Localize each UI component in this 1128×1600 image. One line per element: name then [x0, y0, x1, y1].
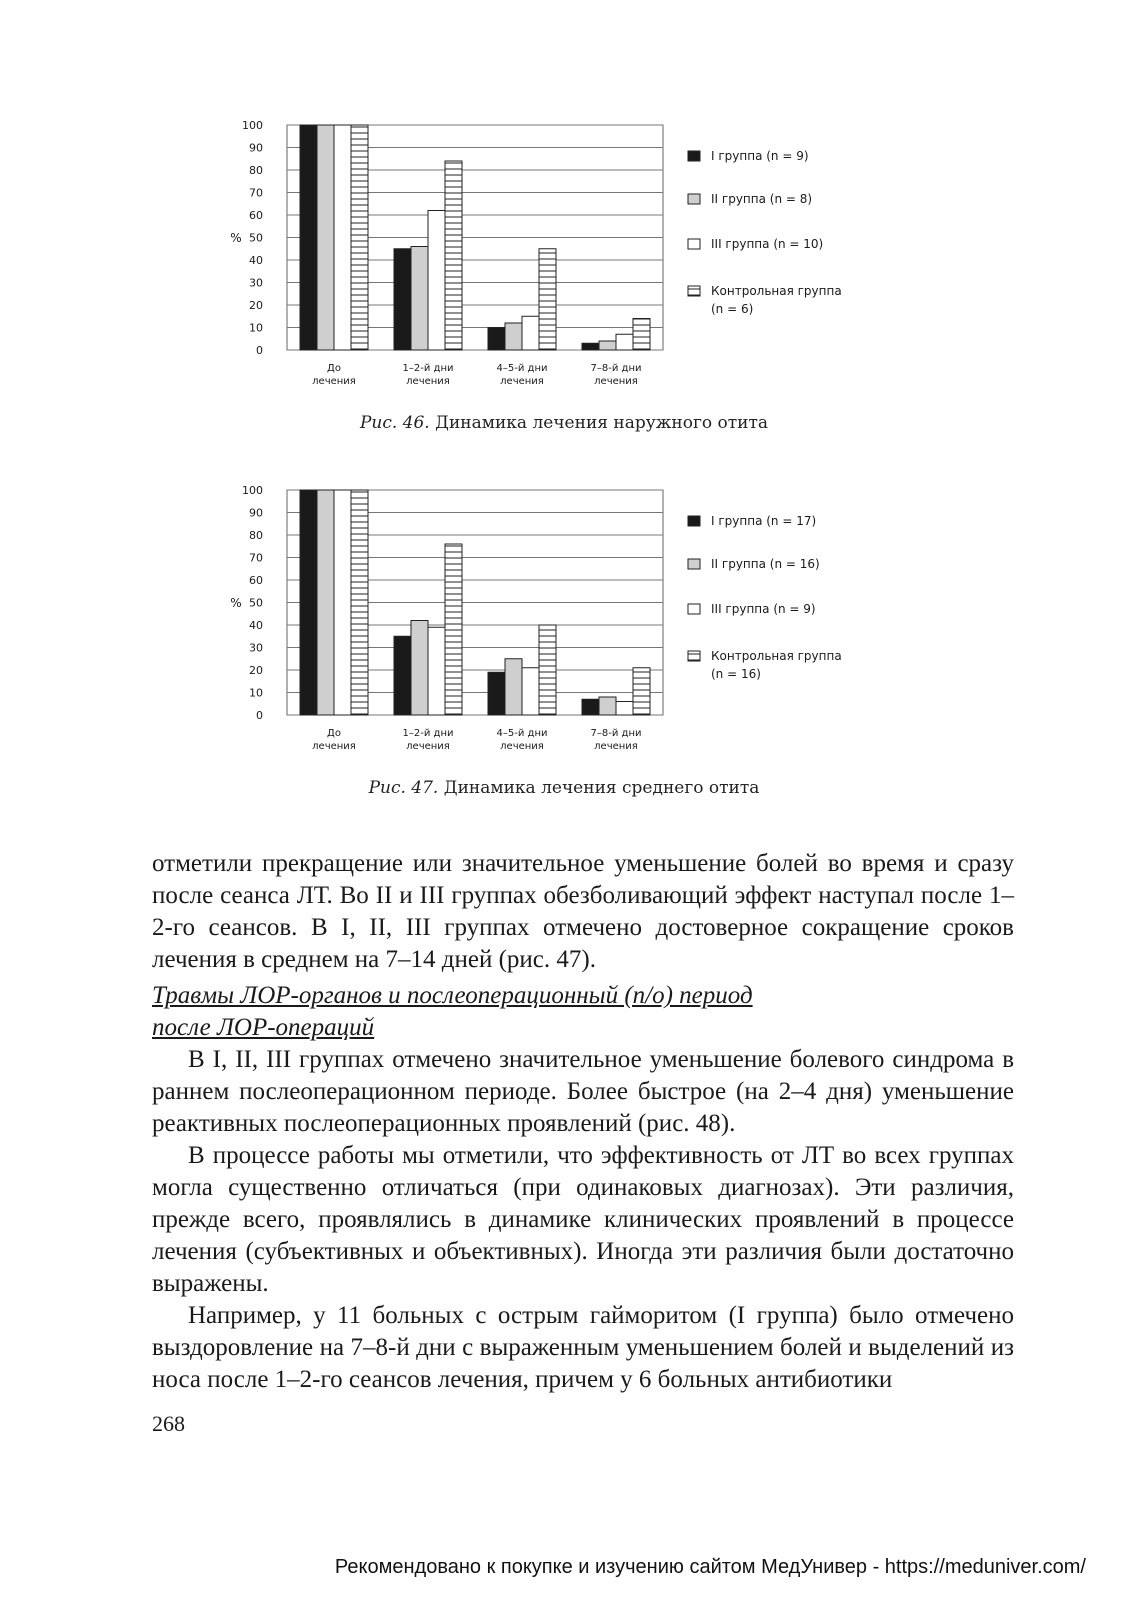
x-tick-label: 7–8-й дни [590, 363, 642, 374]
x-tick-label: 4–5-й дни [496, 363, 548, 374]
x-tick-label: лечения [312, 741, 356, 752]
y-tick-label: 80 [249, 529, 263, 542]
figure-title: Динамика лечения наружного отита [429, 413, 769, 433]
y-tick-label: 20 [249, 664, 263, 677]
y-tick-label: 30 [249, 641, 263, 655]
subheading-line-1: Травмы ЛОР-органов и послеоперационный (п/о) период [152, 982, 753, 1009]
y-tick-label: 70 [249, 186, 263, 200]
y-tick-label: 100 [242, 484, 263, 497]
bar [445, 544, 462, 715]
bar [317, 490, 334, 715]
legend-label: Контрольная группа [711, 284, 842, 298]
legend-label: II группа (n = 16) [711, 557, 820, 571]
x-tick-label: лечения [312, 376, 356, 387]
figure-number: Рис. 46. [359, 413, 430, 433]
legend-swatch [688, 194, 700, 204]
legend-label: (n = 16) [711, 667, 761, 681]
bar [300, 490, 317, 715]
chart-otitis-media [0, 465, 1128, 785]
legend-swatch [688, 286, 700, 296]
bar [334, 125, 351, 350]
bar [411, 621, 428, 716]
bar [522, 668, 539, 715]
paragraph-continued [152, 848, 1014, 976]
x-tick-label: лечения [594, 376, 638, 387]
figure-caption-46 [0, 413, 1128, 433]
bar [633, 668, 650, 715]
y-tick-label: 60 [249, 209, 263, 222]
bar [582, 343, 599, 350]
x-tick-label: 4–5-й дни [496, 728, 548, 739]
page-number: 268 [152, 1411, 185, 1436]
bar [411, 247, 428, 351]
bar [300, 125, 317, 350]
section-heading [152, 980, 1014, 1044]
legend-swatch [688, 516, 700, 526]
x-tick-label: лечения [500, 741, 544, 752]
y-tick-label: 50 [249, 231, 263, 245]
bar [351, 125, 368, 350]
bar [633, 319, 650, 351]
y-tick-label: 10 [249, 321, 263, 335]
bar [505, 659, 522, 715]
legend-label: III группа (n = 9) [711, 602, 816, 616]
bar [394, 636, 411, 715]
paragraph-2: В I, II, III группах отмечено значительное уменьшение болевого синдрома в раннем послеоперационном периоде. Более быстрое (на 2–4 дня) уменьшение реактивных послеоперационных проявлений (рис. 48). [152, 1046, 1014, 1137]
bar [616, 334, 633, 350]
bar [539, 625, 556, 715]
y-tick-label: 40 [249, 619, 263, 632]
x-tick-label: лечения [406, 376, 450, 387]
y-tick-label: 20 [249, 299, 263, 312]
y-tick-label: 0 [256, 344, 263, 357]
legend-label: (n = 6) [711, 302, 754, 316]
bar [351, 490, 368, 715]
bar [428, 211, 445, 351]
bar [599, 697, 616, 715]
chart-otitis-externa [0, 100, 1128, 420]
bar [539, 249, 556, 350]
legend-label: I группа (n = 9) [711, 149, 809, 163]
y-tick-label: 30 [249, 276, 263, 290]
legend-label: I группа (n = 17) [711, 514, 817, 528]
x-tick-label: лечения [500, 376, 544, 387]
y-tick-label: 100 [242, 119, 263, 132]
bar [522, 316, 539, 350]
bar [317, 125, 334, 350]
paragraph-3: В процессе работы мы отметили, что эффективность от ЛТ во всех группах могла существенно отличаться (при одинаковых диагнозах). Эти различия, прежде всего, проявлялись в динамике клинических проявлений в процессе лечения (субъективных и объективных). Иногда эти различия были достаточно выражены. [152, 1142, 1014, 1297]
bar [394, 249, 411, 350]
x-tick-label: лечения [406, 741, 450, 752]
x-tick-label: До [327, 728, 341, 739]
figure-caption-47 [0, 778, 1128, 798]
x-tick-label: 1–2-й дни [402, 728, 454, 739]
x-tick-label: 1–2-й дни [402, 363, 454, 374]
bar [445, 161, 462, 350]
y-tick-label: 80 [249, 164, 263, 177]
bar [488, 328, 505, 351]
x-tick-label: лечения [594, 741, 638, 752]
y-tick-label: 90 [249, 506, 263, 520]
footer-watermark: Рекомендовано к покупке и изучению сайтом МедУнивер - https://meduniver.com/ [334, 1556, 1086, 1578]
figure-title: Динамика лечения среднего отита [438, 778, 760, 798]
y-tick-label: 50 [249, 596, 263, 610]
bar [616, 702, 633, 716]
bar [505, 323, 522, 350]
bar [334, 490, 351, 715]
legend-label: II группа (n = 8) [711, 192, 813, 206]
y-axis-label: % [230, 231, 242, 245]
y-tick-label: 60 [249, 574, 263, 587]
legend-swatch [688, 651, 700, 661]
x-tick-label: 7–8-й дни [590, 728, 642, 739]
legend-label: III группа (n = 10) [711, 237, 824, 251]
legend-swatch [688, 604, 700, 614]
body-paragraphs [152, 1044, 1014, 1396]
y-axis-label: % [230, 596, 242, 610]
y-tick-label: 90 [249, 141, 263, 155]
y-tick-label: 10 [249, 686, 263, 700]
y-tick-label: 0 [256, 709, 263, 722]
y-tick-label: 40 [249, 254, 263, 267]
x-tick-label: До [327, 363, 341, 374]
subheading-line-2: после ЛОР-операций [152, 1014, 375, 1041]
bar [428, 627, 445, 715]
legend-swatch [688, 151, 700, 161]
bar [582, 699, 599, 715]
bar [488, 672, 505, 715]
y-tick-label: 70 [249, 551, 263, 565]
paragraph-4: Например, у 11 больных с острым гайморитом (I группа) было отмечено выздоровление на 7–8-й дни с выраженным уменьшением болей и выделений из носа после 1–2-го сеансов лечения, причем у 6 больных антибиотики [152, 1302, 1014, 1393]
bar [599, 341, 616, 350]
figure-number: Рис. 47. [368, 778, 439, 798]
legend-swatch [688, 239, 700, 249]
legend-swatch [688, 559, 700, 569]
legend-label: Контрольная группа [711, 649, 842, 663]
paragraph-1: отметили прекращение или значительное уменьшение болей во время и сразу после сеанса ЛТ. Во II и III группах обезболивающий эффект наступал после 1–2-го сеансов. В I, II, III группах отмечено достоверное сокращение сроков лечения в среднем на 7–14 дней (рис. 47). [152, 850, 1014, 973]
